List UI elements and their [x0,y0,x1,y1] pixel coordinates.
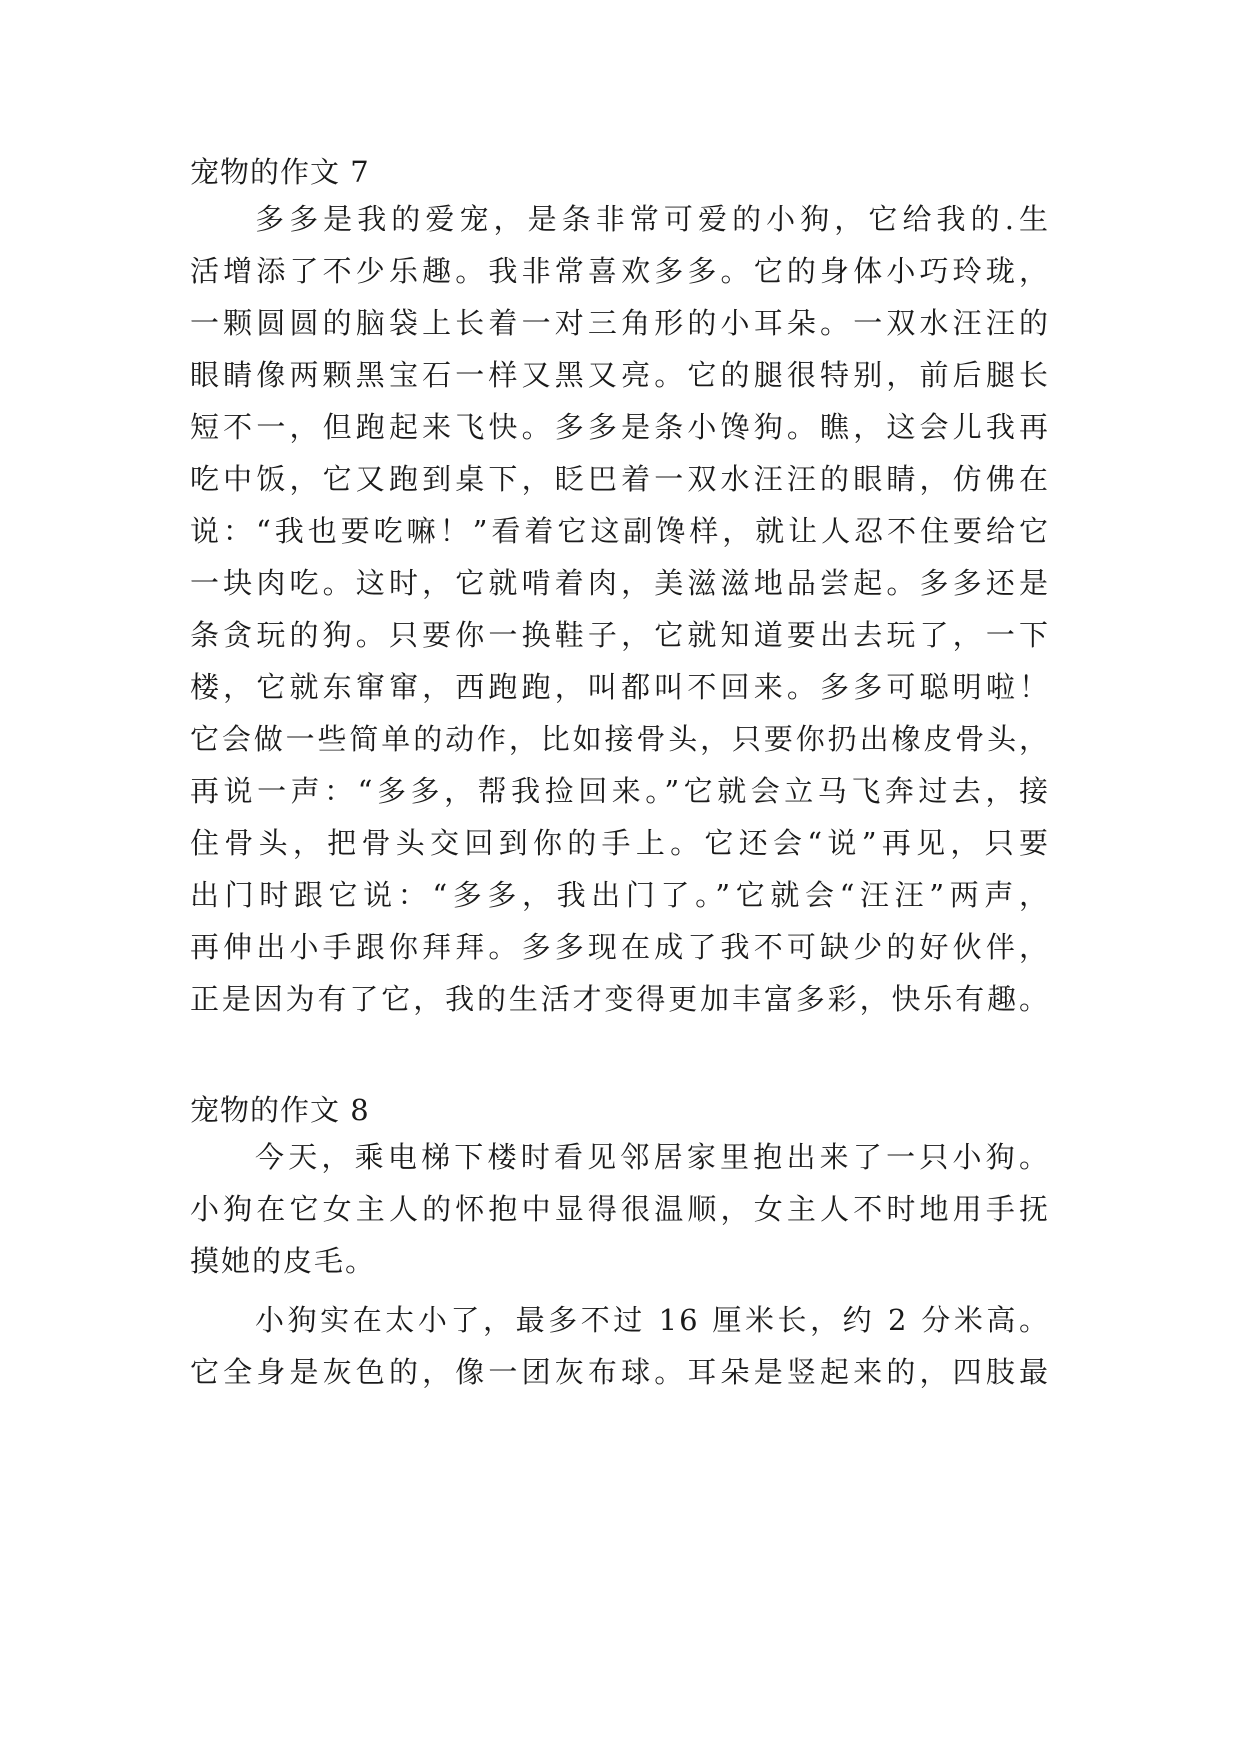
paragraph-line: 它全身是灰色的，像一团灰布球。耳朵是竖起来的，四肢最 [190,1355,1050,1389]
paragraph-line: 再说一声：“多多，帮我捡回来。”它就会立马飞奔过去，接 [190,774,1050,808]
paragraph-line: 说：“我也要吃嘛！”看着它这副馋样，就让人忍不住要给它 [190,514,1050,548]
paragraph-line: 摸她的皮毛。 [190,1244,377,1278]
paragraph-line: 楼，它就东窜窜，西跑跑，叫都叫不回来。多多可聪明啦！ [190,670,1050,704]
paragraph-line: 它会做一些简单的动作，比如接骨头，只要你扔出橡皮骨头， [190,722,1050,756]
paragraph-line: 一块肉吃。这时，它就啃着肉，美滋滋地品尝起。多多还是 [190,566,1050,600]
section-title-7: 宠物的作文 7 [190,155,370,189]
paragraph-line: 小狗实在太小了，最多不过 16 厘米长，约 2 分米高。 [255,1303,1050,1337]
paragraph-line: 出门时跟它说：“多多，我出门了。”它就会“汪汪”两声， [190,878,1050,912]
paragraph-line: 小狗在它女主人的怀抱中显得很温顺，女主人不时地用手抚 [190,1192,1050,1226]
paragraph-line: 一颗圆圆的脑袋上长着一对三角形的小耳朵。一双水汪汪的 [190,306,1050,340]
paragraph-line: 吃中饭，它又跑到桌下，眨巴着一双水汪汪的眼睛，仿佛在 [190,462,1050,496]
paragraph-line: 短不一，但跑起来飞快。多多是条小馋狗。瞧，这会儿我再 [190,410,1050,444]
paragraph-line: 多多是我的爱宠，是条非常可爱的小狗，它给我的.生 [255,202,1050,236]
paragraph-line: 再伸出小手跟你拜拜。多多现在成了我不可缺少的好伙伴， [190,930,1050,964]
paragraph-line: 今天，乘电梯下楼时看见邻居家里抱出来了一只小狗。 [255,1140,1050,1174]
paragraph-line: 正是因为有了它，我的生活才变得更加丰富多彩，快乐有趣。 [190,982,1050,1016]
section-title-8: 宠物的作文 8 [190,1093,370,1127]
paragraph-line: 条贪玩的狗。只要你一换鞋子，它就知道要出去玩了，一下 [190,618,1050,652]
paragraph-line: 住骨头，把骨头交回到你的手上。它还会“说”再见，只要 [190,826,1050,860]
paragraph-line: 眼睛像两颗黑宝石一样又黑又亮。它的腿很特别，前后腿长 [190,358,1050,392]
paragraph-line: 活增添了不少乐趣。我非常喜欢多多。它的身体小巧玲珑， [190,254,1050,288]
